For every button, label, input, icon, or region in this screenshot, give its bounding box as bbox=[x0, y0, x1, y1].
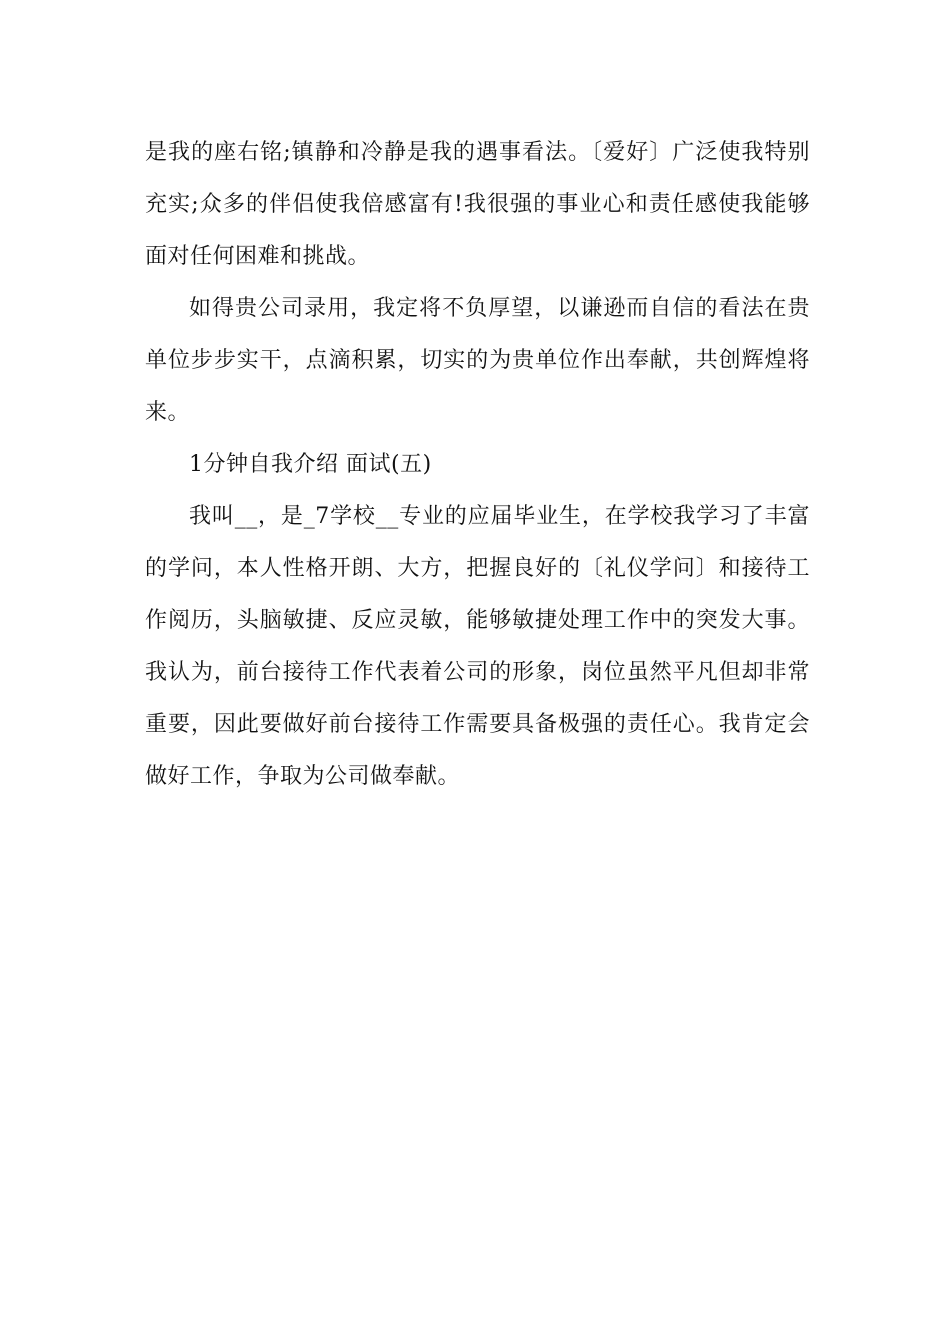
paragraph-closing-statement: 如得贵公司录用，我定将不负厚望，以谦逊而自信的看法在贵单位步步实干，点滴积累，切实的为贵单位作出奉献，共创辉煌将来。 bbox=[145, 296, 810, 425]
paragraph-self-introduction: 我叫__，是_7学校__专业的应届毕业生，在学校我学习了丰富的学问，本人性格开朗、大方，把握良好的〔礼仪学问〕和接待工作阅历，头脑敏捷、反应灵敏，能够敏捷处理工作中的突发大事。我认为，前台接待工作代表着公司的形象，岗位虽然平凡但却非常重要，因此要做好前台接待工作需要具备极强的责任心。我肯定会做好工作，争取为公司做奉献。 bbox=[145, 504, 810, 789]
document-body bbox=[145, 127, 810, 803]
paragraph-intro-continuation: 是我的座右铭;镇静和冷静是我的遇事看法。〔爱好〕广泛使我特别充实;众多的伴侣使我倍感富有!我很强的事业心和责任感使我能够面对任何困难和挑战。 bbox=[145, 140, 810, 269]
section-heading: 1分钟自我介绍 面试(五) bbox=[189, 452, 432, 477]
